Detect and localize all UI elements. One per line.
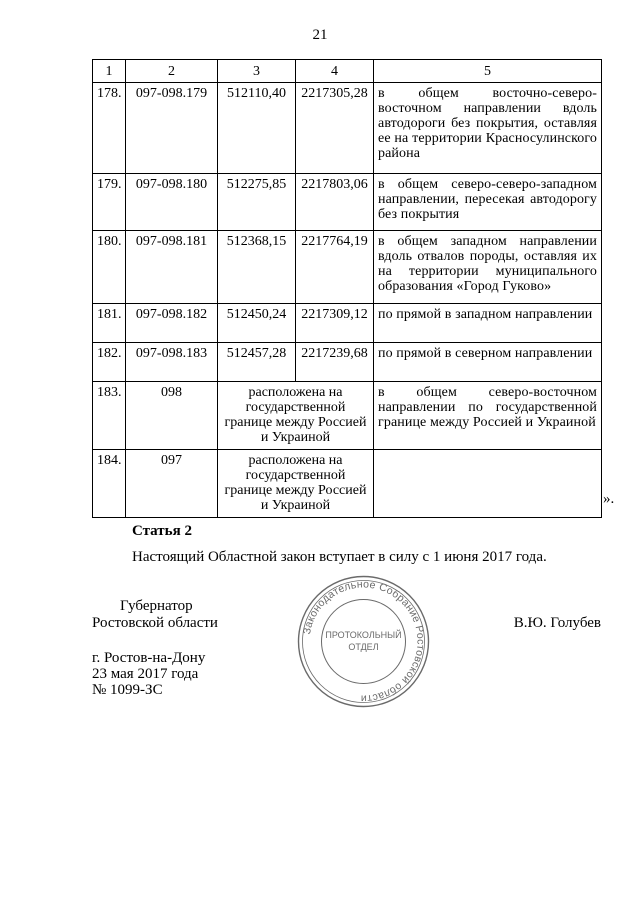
point-id: 097-098.182 <box>126 304 218 343</box>
table-header-row <box>93 60 602 83</box>
seal-outer-text: Законодательное Собрание Ростовской области <box>300 578 427 705</box>
row-number: 182. <box>93 343 126 382</box>
signatory-title-line: Ростовской области <box>92 615 218 631</box>
coord-y: 2217309,12 <box>296 304 374 343</box>
coord-x: 512457,28 <box>218 343 296 382</box>
seal-center-line: ПРОТОКОЛЬНЫЙ <box>325 630 402 640</box>
point-id: 097-098.183 <box>126 343 218 382</box>
boundary-description <box>374 450 602 518</box>
article-heading: Статья 2 <box>132 523 192 539</box>
coord-y: 2217239,68 <box>296 343 374 382</box>
row-number: 180. <box>93 231 126 304</box>
signing-place: г. Ростов-на-Дону <box>92 650 206 666</box>
boundary-description: по прямой в северном направлении <box>374 343 602 382</box>
coord-x: 512110,40 <box>218 83 296 174</box>
coord-y: 2217764,19 <box>296 231 374 304</box>
table-row <box>93 231 602 304</box>
point-id: 097-098.180 <box>126 174 218 231</box>
column-header: 2 <box>126 60 218 83</box>
boundary-description: в общем западном направлении вдоль отвалов породы, оставляя их на территории муниципального образования «Город Гуково» <box>374 231 602 304</box>
row-number: 183. <box>93 382 126 450</box>
point-location-note: расположена на государственной границе между Россией и Украиной <box>218 450 374 518</box>
closing-quote: ». <box>603 491 615 507</box>
table-row <box>93 174 602 231</box>
point-id: 097-098.179 <box>126 83 218 174</box>
boundary-description: в общем северо-восточном направлении по государственной границе между Россией и Украиной <box>374 382 602 450</box>
law-number: № 1099-ЗС <box>92 682 163 698</box>
column-header: 3 <box>218 60 296 83</box>
table-row <box>93 304 602 343</box>
point-id: 098 <box>126 382 218 450</box>
table-row <box>93 343 602 382</box>
signatory-title-line: Губернатор <box>120 598 193 614</box>
row-number: 179. <box>93 174 126 231</box>
column-header: 5 <box>374 60 602 83</box>
signatory-name: В.Ю. Голубев <box>513 615 601 631</box>
boundary-table <box>92 59 602 518</box>
point-id: 097 <box>126 450 218 518</box>
coord-x: 512275,85 <box>218 174 296 231</box>
point-id: 097-098.181 <box>126 231 218 304</box>
row-number: 184. <box>93 450 126 518</box>
official-seal-stamp <box>293 574 434 709</box>
column-header: 4 <box>296 60 374 83</box>
table-row <box>93 83 602 174</box>
coord-x: 512450,24 <box>218 304 296 343</box>
column-header: 1 <box>93 60 126 83</box>
boundary-description: в общем северо-северо-западном направлении, пересекая автодорогу без покрытия <box>374 174 602 231</box>
point-location-note: расположена на государственной границе между Россией и Украиной <box>218 382 374 450</box>
table-row <box>93 382 602 450</box>
boundary-description: в общем восточно-северо-восточном направлении вдоль автодороги без покрытия, оставляя ее на территории Красносулинского района <box>374 83 602 174</box>
row-number: 181. <box>93 304 126 343</box>
article-text: Настоящий Областной закон вступает в силу с 1 июня 2017 года. <box>132 549 547 565</box>
signatory-title <box>92 598 218 632</box>
signing-date: 23 мая 2017 года <box>92 666 199 682</box>
table-row <box>93 450 602 518</box>
coord-x: 512368,15 <box>218 231 296 304</box>
document-footer <box>92 650 205 698</box>
coord-y: 2217305,28 <box>296 83 374 174</box>
page-number: 21 <box>312 27 328 43</box>
seal-center-line: ОТДЕЛ <box>348 642 379 652</box>
coord-y: 2217803,06 <box>296 174 374 231</box>
row-number: 178. <box>93 83 126 174</box>
boundary-description: по прямой в западном направлении <box>374 304 602 343</box>
